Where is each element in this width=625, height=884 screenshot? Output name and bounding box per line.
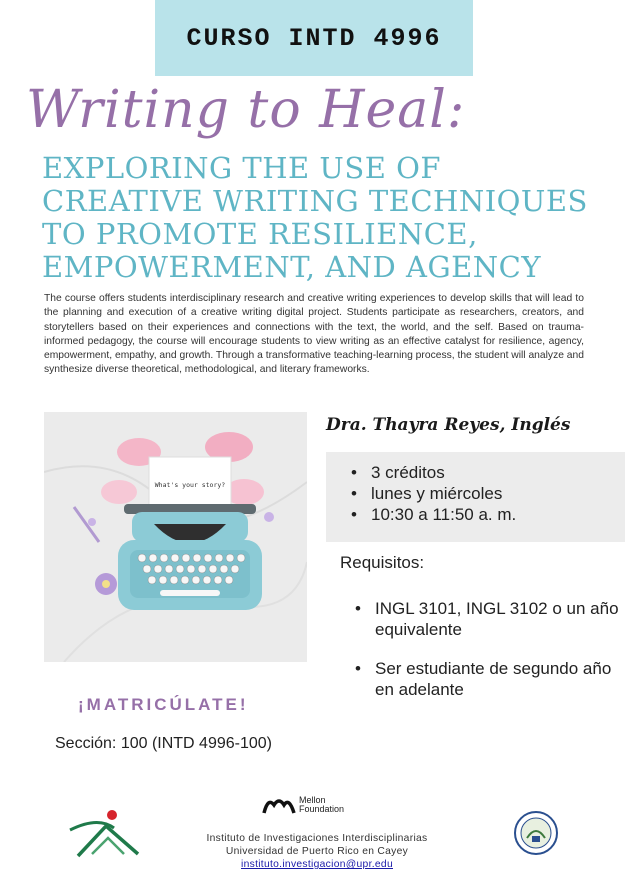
typewriter-illustration: [44, 412, 307, 662]
course-details-box: [326, 452, 625, 542]
mellon-line1: Mellon: [299, 795, 326, 805]
subtitle-line: EMPOWERMENT, AND AGENCY: [42, 250, 541, 284]
requirement-item: • Ser estudiante de segundo año en adelante: [355, 658, 620, 700]
requirements-heading: Requisitos:: [340, 553, 425, 572]
section-info: Sección: 100 (INTD 4996-100): [55, 735, 272, 752]
enroll-cta: ¡MATRICÚLATE!: [78, 695, 249, 714]
script-title: Writing to Heal:: [26, 80, 466, 140]
institute-name: Instituto de Investigaciones Interdisciplinarias: [206, 833, 428, 844]
instructor-name: Dra. Thayra Reyes, Inglés: [326, 415, 571, 435]
course-code: CURSO INTD 4996: [186, 23, 442, 53]
subtitle-line: EXPLORING THE USE OF: [42, 151, 442, 185]
requirements-list: [355, 598, 620, 718]
mellon-logo: [262, 795, 344, 815]
institute-logo: [68, 808, 140, 860]
paper-text: What's your story?: [154, 481, 226, 489]
course-banner: [155, 0, 473, 76]
requirement-item: • INGL 3101, INGL 3102 o un año equivalente: [355, 598, 620, 640]
university-seal: [513, 810, 559, 856]
detail-time: • 10:30 a 11:50 a. m.: [351, 504, 625, 525]
university-name: Universidad de Puerto Rico en Cayey: [225, 846, 409, 857]
subtitle: [42, 152, 617, 284]
mellon-icon: [262, 795, 296, 815]
detail-days: • lunes y miércoles: [351, 483, 625, 504]
course-description: The course offers students interdisciplinary research and creative writing experiences to develop skills that will lead to the planning and execution of a creative writing digital project. Students participate as researchers, creators, and storytellers based on their experiences and connections with the text, the world, and the self. Based on trauma-informed pedagogy, the course will encourage students to view writing as an effective catalyst for resilience, agency, empowerment, empathy, and growth. Through a transformative teaching-learning process, the student will analyze and synthesize diverse theoretical, methodological, and literary frameworks.: [44, 293, 584, 376]
typewriter-photo: [44, 412, 307, 662]
subtitle-line: CREATIVE WRITING TECHNIQUES: [42, 184, 588, 218]
subtitle-line: TO PROMOTE RESILIENCE,: [42, 217, 478, 251]
detail-credits: • 3 créditos: [351, 462, 625, 483]
footer: [182, 832, 452, 871]
email-link[interactable]: instituto.investigacion@upr.edu: [241, 859, 393, 870]
mellon-line2: Foundation: [299, 804, 345, 814]
